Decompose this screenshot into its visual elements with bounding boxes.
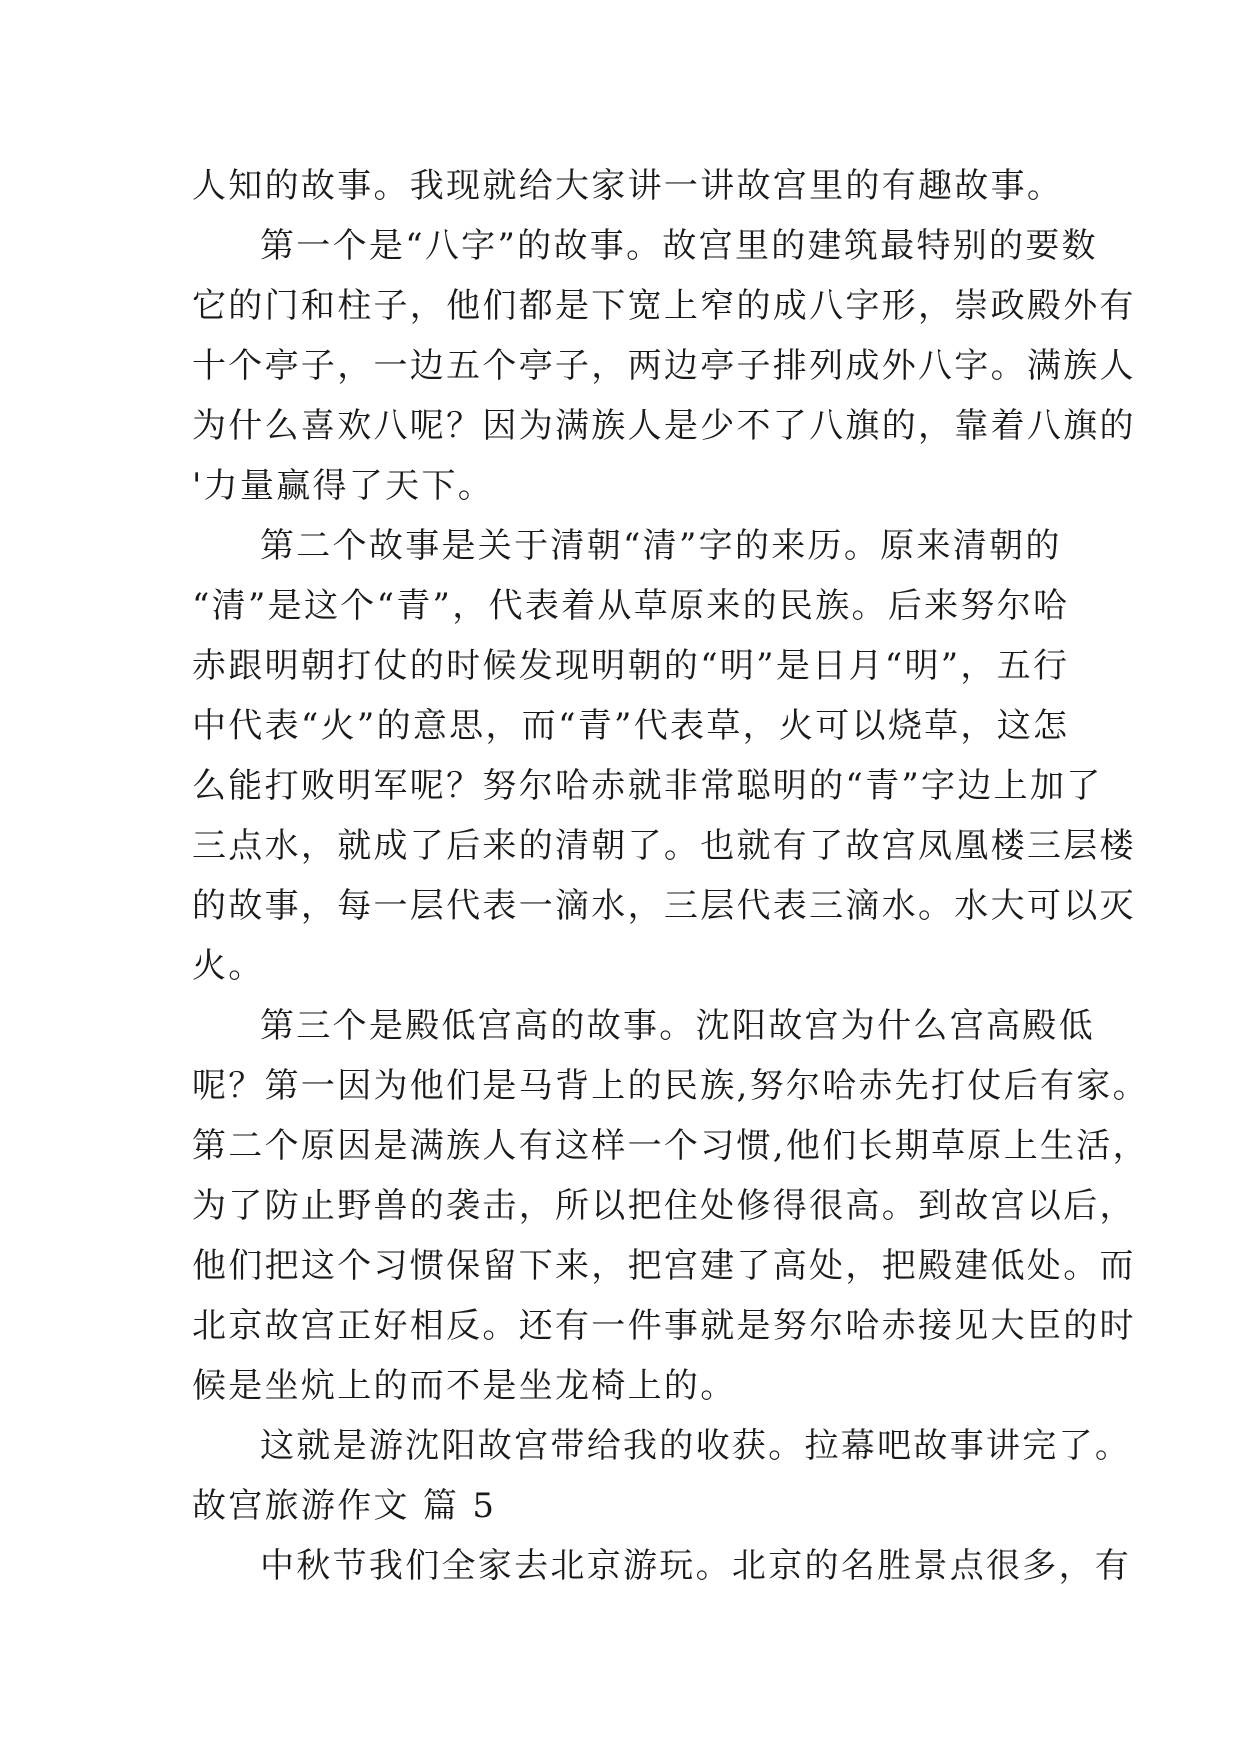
text-line: 的故事，每一层代表一滴水，三层代表三滴水。水大可以灭 bbox=[192, 886, 1136, 926]
text-line: 么能打败明军呢？努尔哈赤就非常聪明的“青”字边上加了 bbox=[192, 766, 1103, 806]
text-line: 为什么喜欢八呢？因为满族人是少不了八旗的，靠着八旗的 bbox=[192, 406, 1136, 446]
text-line: 第二个原因是满族人有这样一个习惯,他们长期草原上生活， bbox=[192, 1126, 1149, 1166]
text-line: 火。 bbox=[192, 946, 265, 986]
text-line: 人知的故事。我现就给大家讲一讲故宫里的有趣故事。 bbox=[192, 166, 1064, 206]
section-heading: 故宫旅游作文 篇 5 bbox=[192, 1486, 497, 1526]
paragraph-start-line: 第一个是“八字”的故事。故宫里的建筑最特别的要数 bbox=[260, 226, 1098, 266]
text-line: 中代表“火”的意思，而“青”代表草，火可以烧草，这怎 bbox=[192, 706, 1070, 746]
text-line: 它的门和柱子，他们都是下宽上窄的成八字形，崇政殿外有 bbox=[192, 286, 1136, 326]
text-line: “清”是这个“青”，代表着从草原来的民族。后来努尔哈 bbox=[192, 586, 1070, 626]
text-line: 三点水，就成了后来的清朝了。也就有了故宫凤凰楼三层楼 bbox=[192, 826, 1136, 866]
text-line: 呢？第一因为他们是马背上的民族,努尔哈赤先打仗后有家。 bbox=[192, 1066, 1149, 1106]
text-line: 赤跟明朝打仗的时候发现明朝的“明”是日月“明”，五行 bbox=[192, 646, 1070, 686]
text-line: 候是坐炕上的而不是坐龙椅上的。 bbox=[192, 1366, 737, 1406]
text-line: '力量赢得了天下。 bbox=[192, 466, 495, 506]
paragraph-start-line: 中秋节我们全家去北京游玩。北京的名胜景点很多，有 bbox=[260, 1546, 1132, 1586]
paragraph-start-line: 第三个是殿低宫高的故事。沈阳故宫为什么宫高殿低 bbox=[260, 1006, 1095, 1046]
text-line: 北京故宫正好相反。还有一件事就是努尔哈赤接见大臣的时 bbox=[192, 1306, 1136, 1346]
paragraph-start-line: 第二个故事是关于清朝“清”字的来历。原来清朝的 bbox=[260, 526, 1062, 566]
article-body bbox=[192, 156, 1149, 1596]
text-line: 为了防止野兽的袭击，所以把住处修得很高。到故宫以后， bbox=[192, 1186, 1136, 1226]
text-line: 他们把这个习惯保留下来，把宫建了高处，把殿建低处。而 bbox=[192, 1246, 1136, 1286]
paragraph-start-line: 这就是游沈阳故宫带给我的收获。拉幕吧故事讲完了。 bbox=[260, 1426, 1132, 1466]
text-line: 十个亭子，一边五个亭子，两边亭子排列成外八字。满族人 bbox=[192, 346, 1136, 386]
